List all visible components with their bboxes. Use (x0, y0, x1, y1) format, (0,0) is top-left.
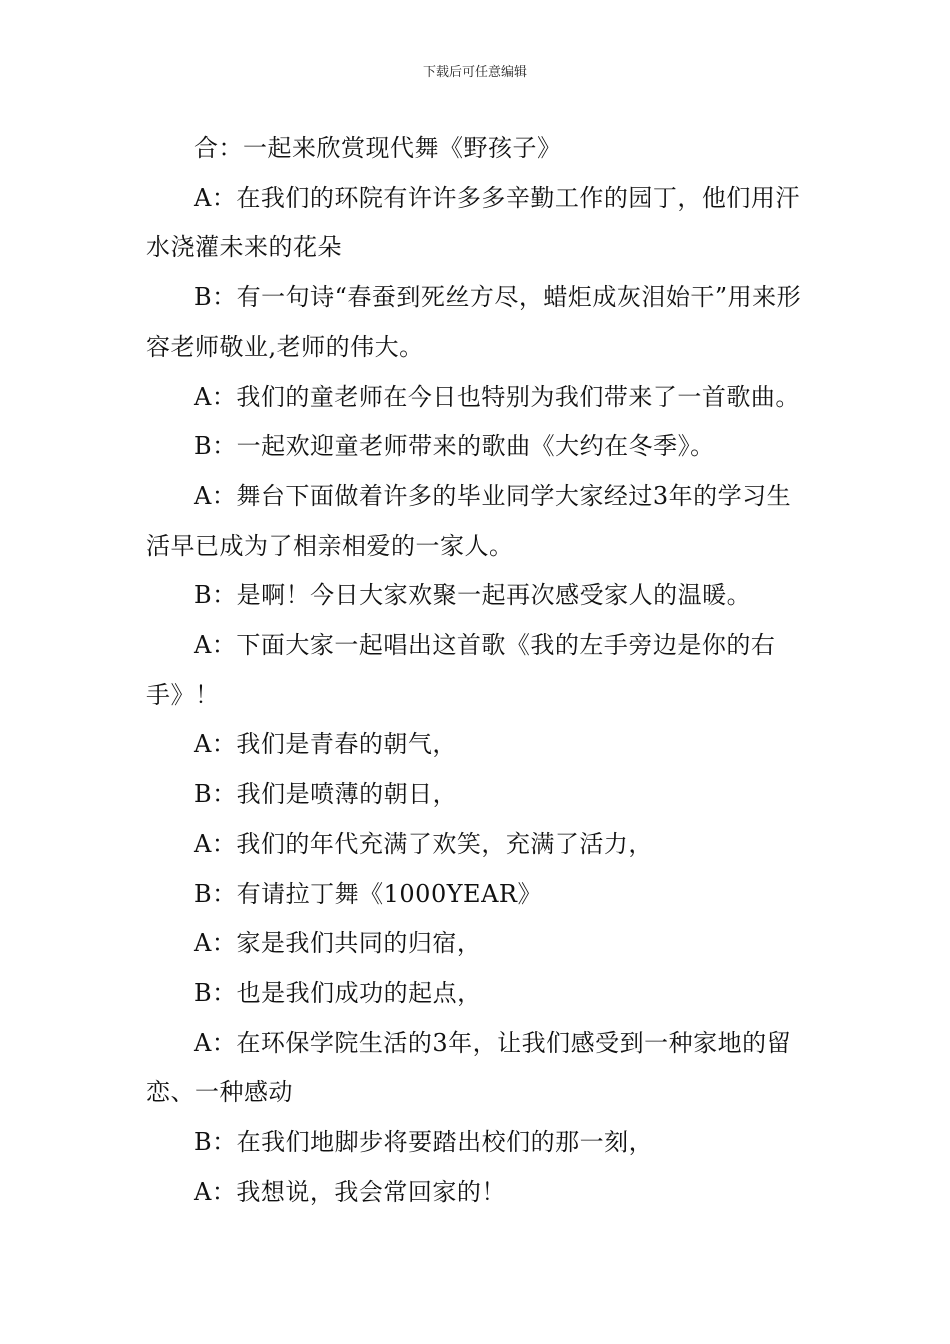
paragraph: A：家是我们共同的归宿， (194, 929, 482, 958)
paragraph: A：我想说，我会常回家的！ (194, 1177, 506, 1206)
paragraph: A：下面大家一起唱出这首歌《我的左手旁边是你的右手》！ (146, 631, 776, 709)
paragraph: B：我们是喷薄的朝日， (194, 780, 458, 809)
paragraph: A：在我们的环院有许许多多辛勤工作的园丁，他们用汗水浇灌未来的花朵 (146, 183, 800, 262)
page-header: 下载后可任意编辑 (422, 65, 527, 80)
paragraph: 合：一起来欣赏现代舞《野孩子》 (194, 134, 562, 162)
paragraph: B：有一句诗“春蚕到死丝方尽，蜡炬成灰泪始干”用来形容老师敬业,老师的伟大。 (146, 283, 802, 361)
document-body (146, 124, 810, 1217)
paragraph: B：有请拉丁舞《1000YEAR》 (194, 879, 542, 908)
paragraph: A：舞台下面做着许多的毕业同学大家经过3年的学习生活早已成为了相亲相爱的一家人。 (146, 481, 792, 560)
paragraph: A：我们的童老师在今日也特别为我们带来了一首歌曲。 (194, 382, 800, 411)
paragraph: B：是啊！今日大家欢聚一起再次感受家人的温暖。 (194, 581, 752, 610)
paragraph: A：在环保学院生活的3年，让我们感受到一种家地的留恋、一种感动 (146, 1028, 792, 1107)
paragraph: B：也是我们成功的起点， (194, 978, 482, 1007)
paragraph: A：我们是青春的朝气， (194, 730, 457, 759)
paragraph: A：我们的年代充满了欢笑，充满了活力， (194, 829, 653, 858)
paragraph: B：一起欢迎童老师带来的歌曲《大约在冬季》。 (194, 432, 715, 461)
paragraph: B：在我们地脚步将要踏出校们的那一刻， (194, 1128, 654, 1157)
